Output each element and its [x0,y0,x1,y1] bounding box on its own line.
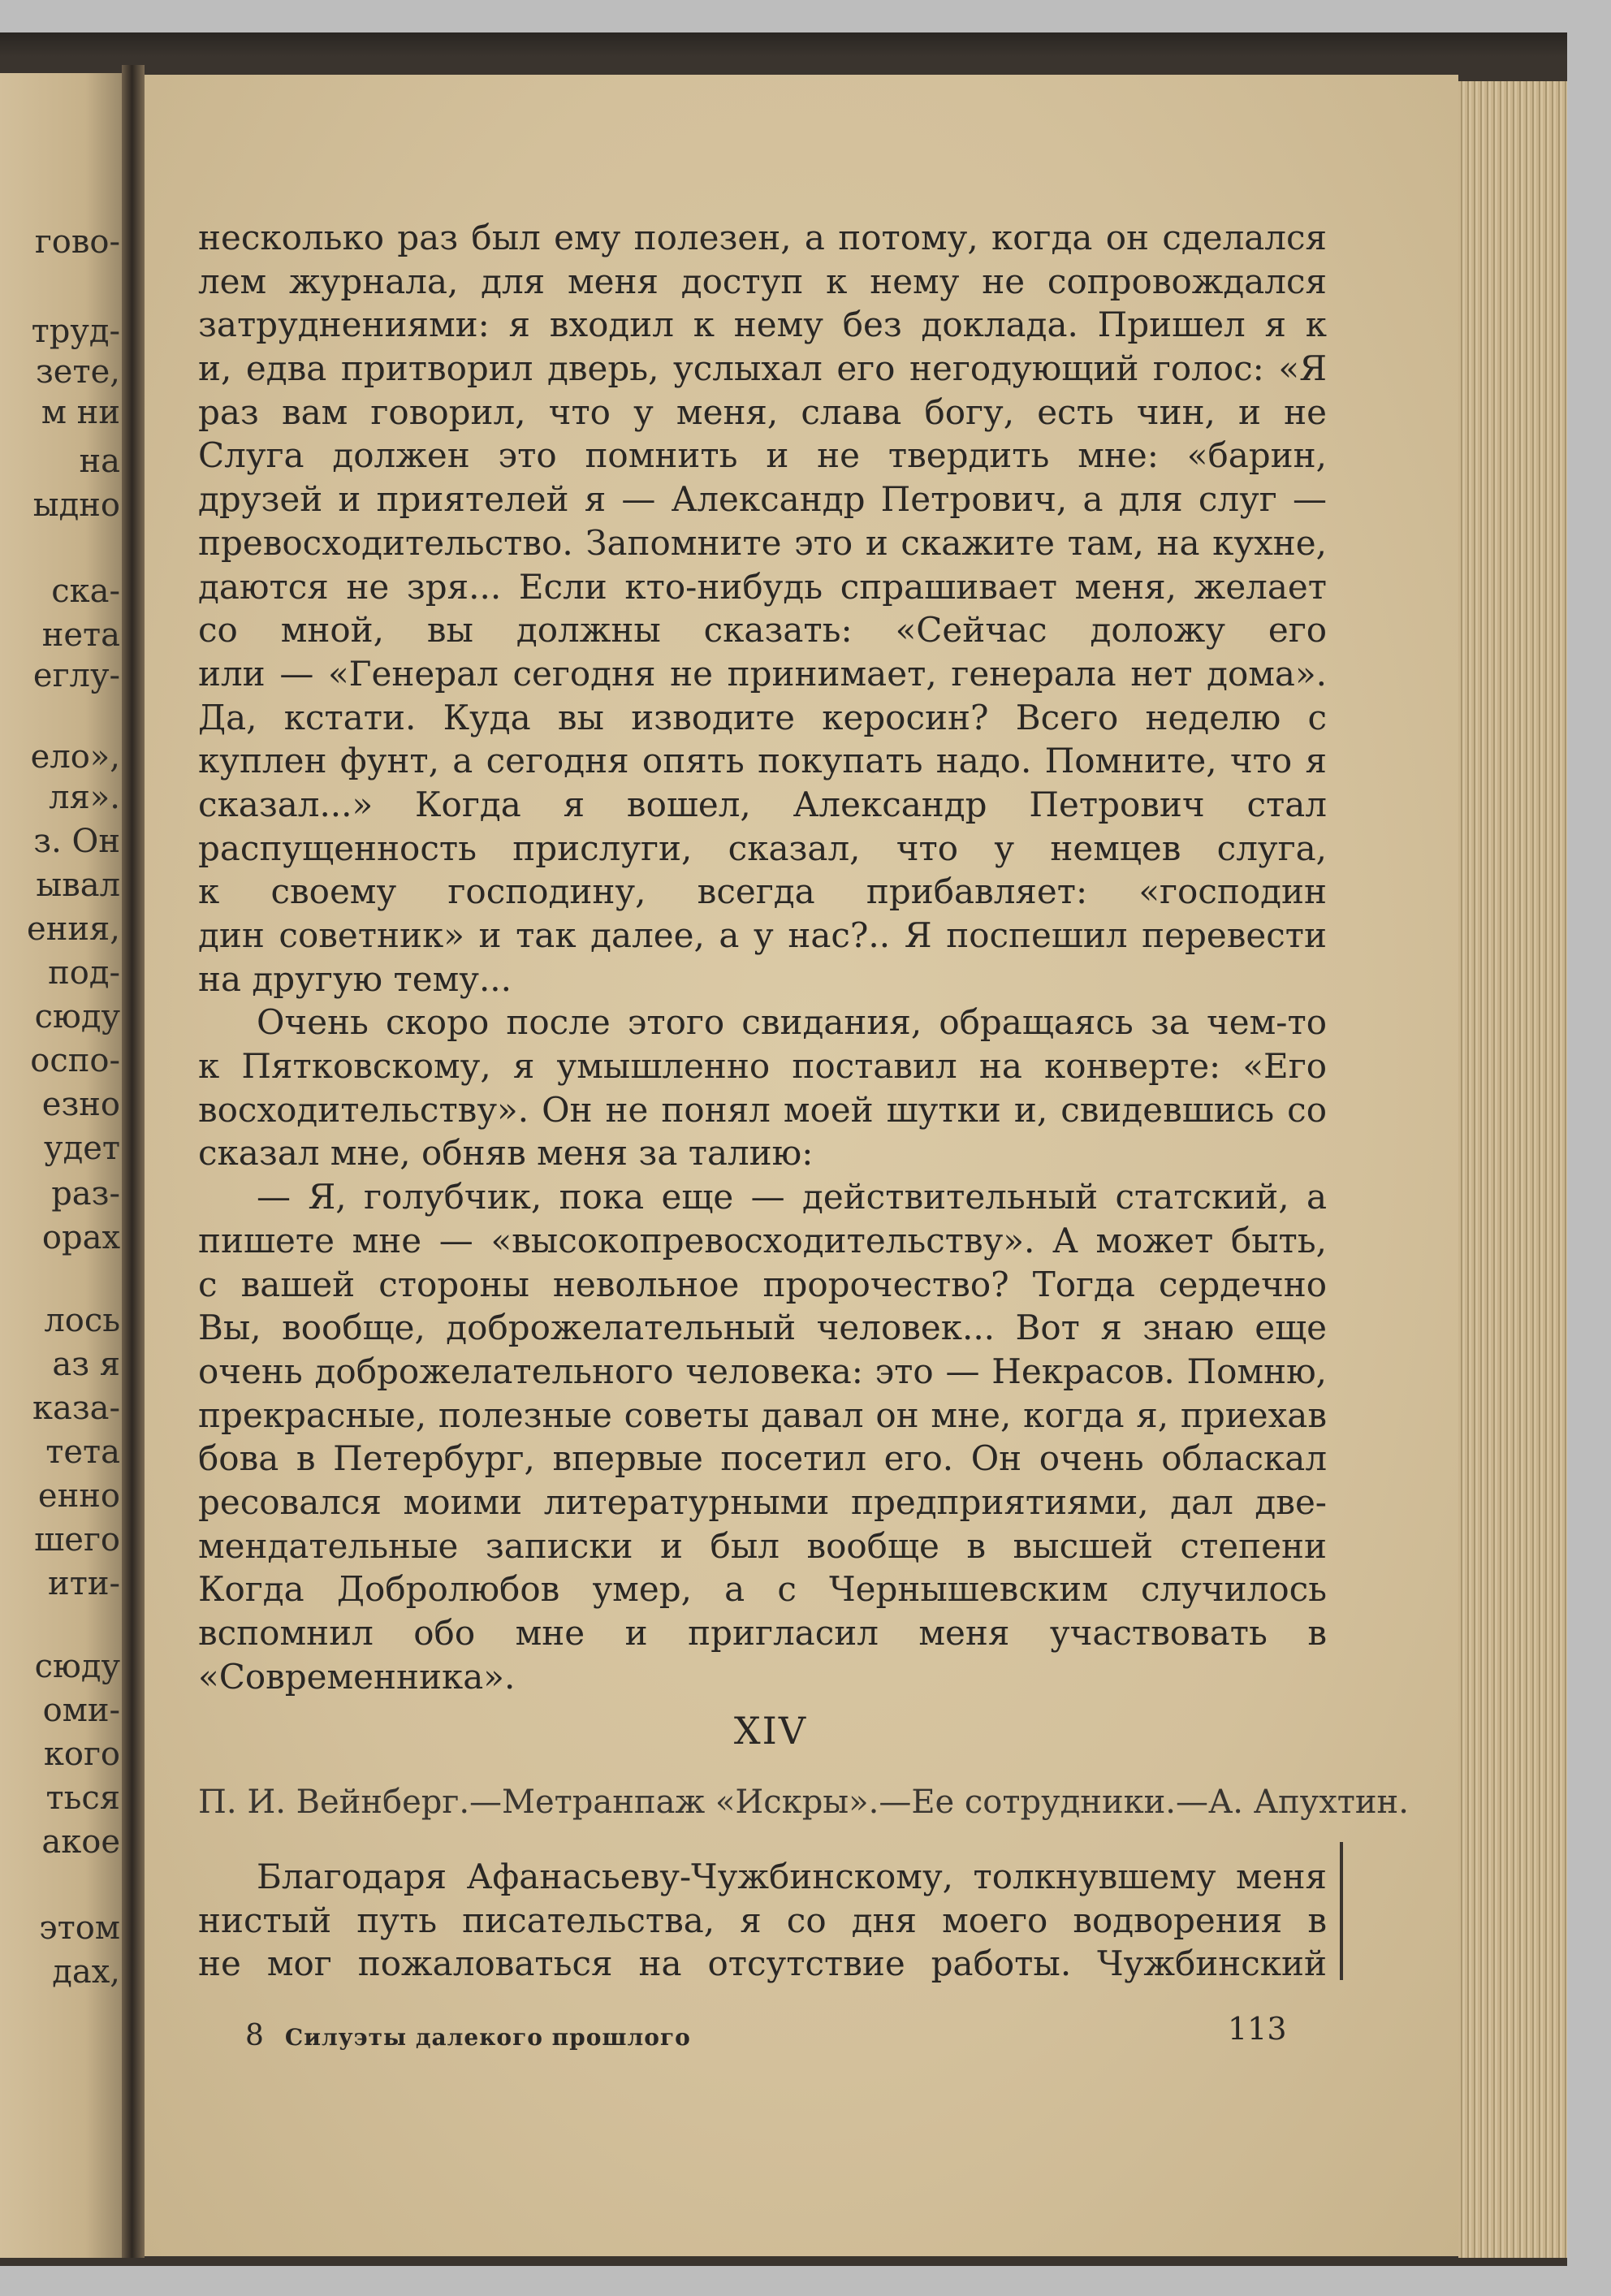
left-page-fragment: каза- [32,1390,120,1427]
left-page-fragment: раз- [51,1175,120,1213]
left-page-fragment: кого [43,1736,120,1773]
margin-mark [1340,1842,1343,1980]
signature-number: 8 [245,2019,264,2052]
text-line: куплен фунт, а сегодня опять покупать надо. Помните, что я [198,741,1327,781]
left-page-fragment: ения, [27,910,120,948]
text-line: вспомнил обо мне и пригласил меня участвовать в [198,1613,1327,1653]
text-line: несколько раз был ему полезен, а потому, когда он сделался [198,218,1327,257]
text-line: Да, кстати. Куда вы изводите керосин? Всего неделю с [198,697,1327,737]
chapter-heading [0,1709,1611,1753]
left-page-fragment: этом [39,1909,120,1947]
left-page-fragment: ыдно [32,486,120,524]
text-line: к Пятковскому, я умышленно поставил на конверте: «Его [198,1046,1327,1087]
text-line: Слуга должен это помнить и не твердить мне: «барин, [198,435,1327,476]
text-line: нистый путь писательства, я со дня моего водворения в [198,1900,1327,1940]
chapter-number: XIV [733,1709,808,1753]
text-line: превосходительство. Запомните это и скажите там, на кухне, [198,522,1327,563]
text-line: «Современника». [198,1656,516,1697]
page-number: 113 [1228,2011,1287,2047]
left-page-fragment: сюду [34,1648,120,1685]
text-line: Очень скоро после этого свидания, обращаясь за чем-то [257,1002,1327,1043]
text-line: сказал мне, обняв меня за талию: [198,1133,814,1174]
signature-title: Силуэты далекого прошлого [284,2024,691,2051]
left-page-fragment: удет [44,1130,120,1167]
left-page-fragment: акое [41,1823,120,1861]
left-page-fragment: орах [41,1219,120,1256]
text-line: к своему господину, всегда прибавляет: «господин [198,871,1327,912]
chapter-subtitle: П. И. Вейнберг.—Метранпаж «Искры».—Ее сотрудники.—А. Апухтин. [198,1784,1409,1821]
left-page-fragment: лось [44,1302,120,1339]
left-page-fragment: м ни [41,394,120,431]
text-line: распущенность прислуги, сказал, что у немцев слуга, [198,828,1327,868]
text-line: — Я, голубчик, пока еще — действительный статский, а [257,1177,1327,1217]
left-page-fragment: шего [34,1521,120,1559]
text-line: пишете мне — «высокопревосходительству». А может быть, [198,1220,1327,1260]
text-line: бова в Петербург, впервые посетил его. Он очень обласкал [198,1438,1327,1479]
text-line: восходительству». Он не понял моей шутки и, свидевшись со [198,1089,1327,1130]
chapter-text [198,1855,1327,1986]
text-line: друзей и приятелей я — Александр Петрович, а для слуг — [198,479,1327,520]
left-page-fragment: ска- [51,573,120,610]
text-line: затруднениями: я входил к нему без доклада. Пришел я к [198,305,1327,345]
text-line: Благодаря Афанасьеву-Чужбинскому, толкнувшему меня [257,1857,1327,1896]
left-page-fragment: гово- [34,223,120,261]
left-page-fragment: нета [41,616,120,654]
left-page-fragment: аз я [52,1346,120,1383]
text-line: раз вам говорил, что у меня, слава богу, есть чин, и не [198,391,1327,432]
text-line: сказал...» Когда я вошел, Александр Петрович стал [198,784,1327,824]
left-page-fragment: тета [45,1433,120,1471]
page-edges [1458,81,1567,2258]
text-line: со мной, вы должны сказать: «Сейчас доложу его [198,610,1327,651]
left-page-fragment: оми- [42,1692,120,1729]
text-line: Вы, вообще, доброжелательный человек... Вот я знаю еще [198,1308,1327,1348]
printer-signature [245,2019,691,2052]
text-line: или — «Генерал сегодня не принимает, генерала нет дома». [198,653,1327,694]
left-page-fragment: енно [37,1477,120,1515]
left-page-fragment: зете, [35,353,120,391]
left-page-fragment: езно [41,1086,120,1123]
text-line: дин советник» и так далее, а у нас?.. Я поспешил перевести [198,915,1327,955]
left-page-fragment: еглу- [32,657,120,694]
body-text [198,216,1327,1698]
text-line: прекрасные, полезные советы давал он мне, когда я, приехав [198,1394,1327,1435]
book-gutter [122,65,145,2258]
left-page-fragment: на [79,443,120,480]
text-line: мендательные записки и был вообще в высшей степени [198,1525,1327,1566]
left-page-fragment: ити- [48,1565,120,1602]
text-line: Когда Добролюбов умер, а с Чернышевским случилось [198,1569,1327,1610]
left-page-fragment: з. Он [33,823,120,860]
left-page-fragment: ывал [36,867,120,904]
left-page-fragment: труд- [31,313,120,350]
left-page-fragment: ться [45,1779,120,1817]
left-page-fragment: под- [48,954,120,992]
text-line: не мог пожаловаться на отсутствие работы. Чужбинский [198,1944,1327,1984]
text-line: с вашей стороны невольное пророчество? Тогда сердечно [198,1264,1327,1304]
text-line: даются не зря... Если кто-нибудь спрашивает меня, желает [198,566,1327,607]
text-line: ресовался моими литературными предприятиями, дал две- [198,1481,1327,1522]
text-line: очень доброжелательного человека: это — Некрасов. Помню, [198,1351,1327,1391]
left-page [0,73,122,2258]
left-page-fragment: ля». [49,779,120,816]
left-page-fragment: ело», [30,738,120,776]
left-page-fragment: оспо- [30,1042,120,1079]
text-line: и, едва притворил дверь, услыхал его негодующий голос: «Я [198,348,1327,389]
text-line: лем журнала, для меня доступ к нему не сопровождался [198,261,1327,301]
left-page-fragment: дах, [52,1953,120,1991]
text-line: на другую тему... [198,958,512,999]
left-page-fragment: сюду [34,998,120,1036]
